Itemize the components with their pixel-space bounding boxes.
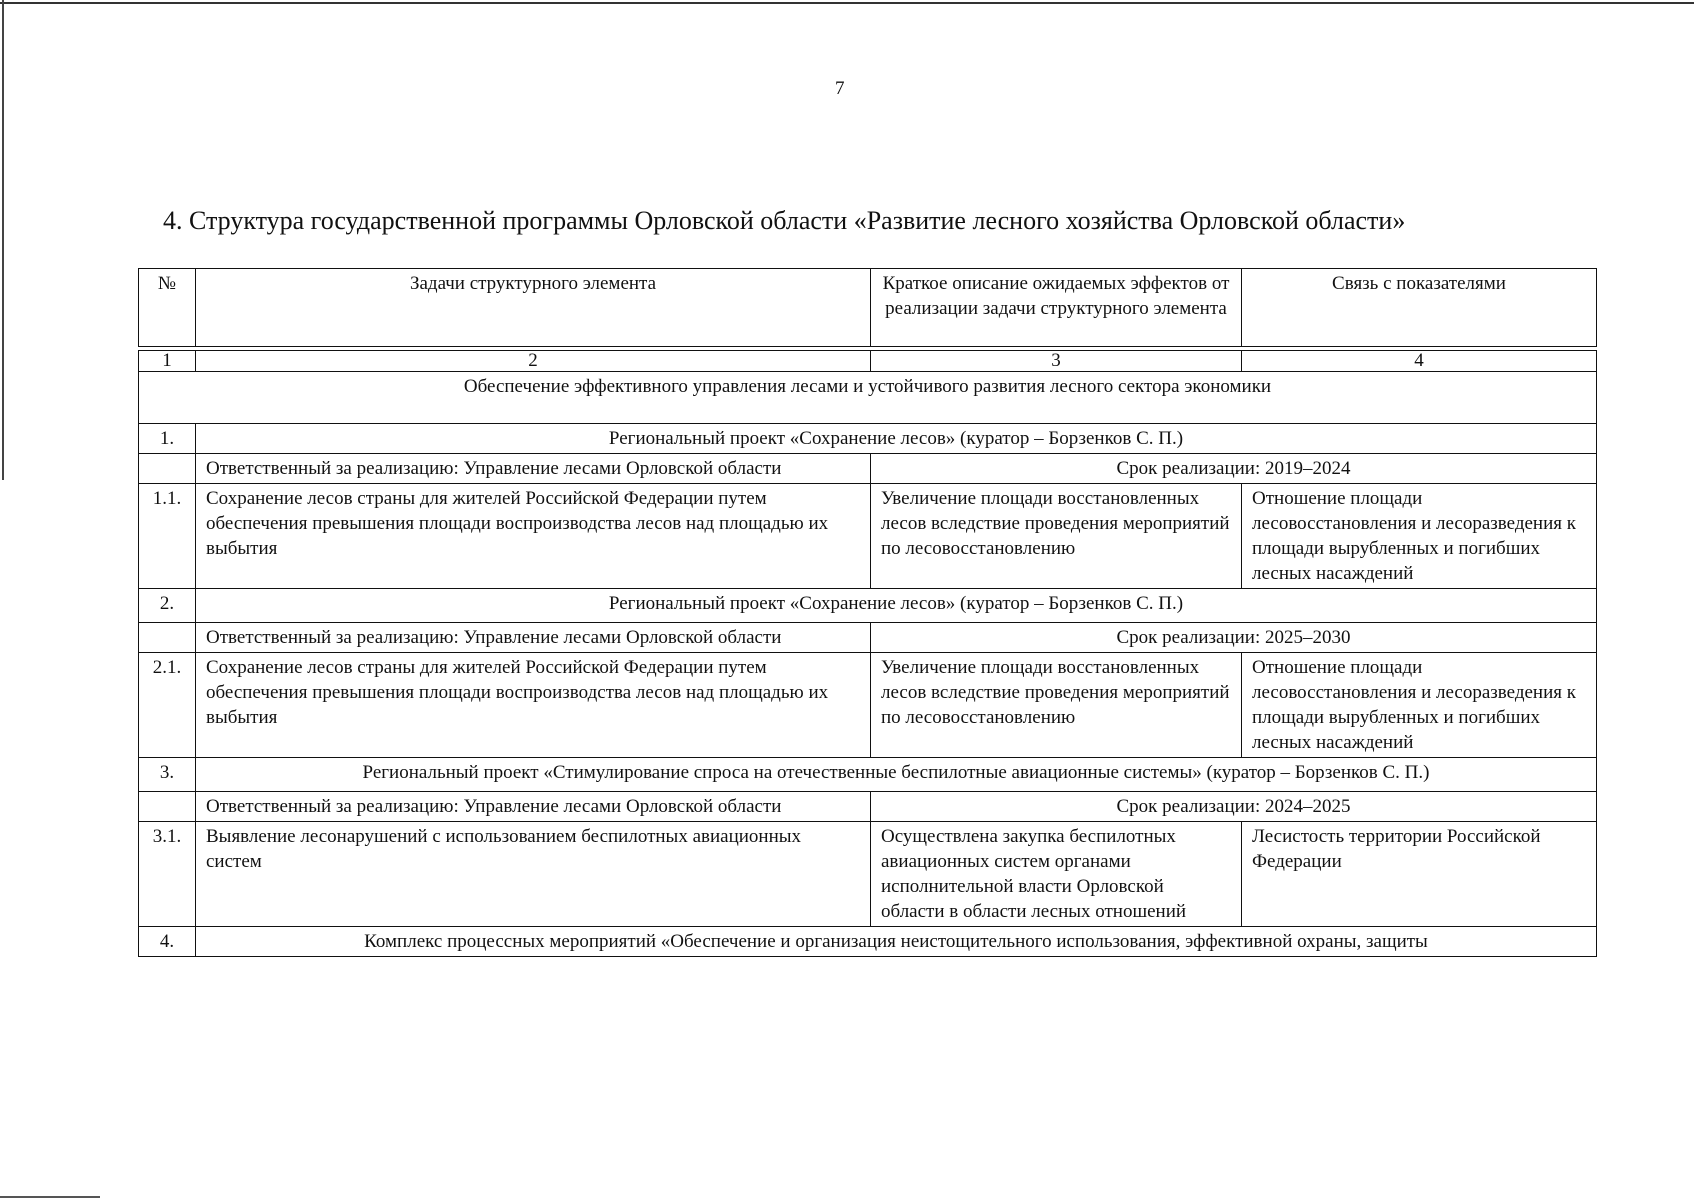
task-text: Сохранение лесов страны для жителей Российской Федерации путем обеспечения превышения площади воспроизводства лесов над площадью их выбытия xyxy=(196,484,871,589)
term-text: Срок реализации: 2025–2030 xyxy=(871,623,1597,653)
scan-border-top xyxy=(0,2,1694,4)
task-effect: Увеличение площади восстановленных лесов вследствие проведения мероприятий по лесовосстановлению xyxy=(871,653,1242,758)
project-name: Региональный проект «Сохранение лесов» (куратор – Борзенков С. П.) xyxy=(196,589,1597,623)
project-name: Региональный проект «Сохранение лесов» (куратор – Борзенков С. П.) xyxy=(196,424,1597,454)
project-number: 1. xyxy=(139,424,196,454)
task-effect: Осуществлена закупка беспилотных авиационных систем органами исполнительной власти Орловской области в области лесных отношений xyxy=(871,822,1242,927)
term-text: Срок реализации: 2024–2025 xyxy=(871,792,1597,822)
project-number: 2. xyxy=(139,589,196,623)
header-row xyxy=(139,269,1597,347)
project-name: Комплекс процессных мероприятий «Обеспечение и организация неистощительного использования, эффективной охраны, защиты xyxy=(196,927,1597,957)
section-title: Обеспечение эффективного управления лесами и устойчивого развития лесного сектора экономики xyxy=(139,372,1597,424)
responsible-row xyxy=(139,454,1597,484)
task-text: Сохранение лесов страны для жителей Российской Федерации путем обеспечения превышения площади воспроизводства лесов над площадью их выбытия xyxy=(196,653,871,758)
scan-border-left xyxy=(2,0,4,480)
column-number: 1 xyxy=(139,351,196,372)
column-number: 4 xyxy=(1242,351,1597,372)
section-title-row xyxy=(139,372,1597,424)
task-number: 3.1. xyxy=(139,822,196,927)
project-number: 4. xyxy=(139,927,196,957)
responsible-text: Ответственный за реализацию: Управление лесами Орловской области xyxy=(196,792,871,822)
task-indicator: Отношение площади лесовосстановления и лесоразведения к площади вырубленных и погибших лесных насаждений xyxy=(1242,653,1597,758)
column-number: 2 xyxy=(196,351,871,372)
task-row xyxy=(139,822,1597,927)
scan-border-bottom xyxy=(0,1196,100,1198)
responsible-row xyxy=(139,792,1597,822)
responsible-row xyxy=(139,623,1597,653)
responsible-text: Ответственный за реализацию: Управление лесами Орловской области xyxy=(196,454,871,484)
project-row xyxy=(139,758,1597,792)
project-row xyxy=(139,589,1597,623)
task-indicator: Отношение площади лесовосстановления и лесоразведения к площади вырубленных и погибших лесных насаждений xyxy=(1242,484,1597,589)
project-number: 3. xyxy=(139,758,196,792)
task-effect: Увеличение площади восстановленных лесов вследствие проведения мероприятий по лесовосстановлению xyxy=(871,484,1242,589)
document-title: 4. Структура государственной программы Орловской области «Развитие лесного хозяйства Орловской области» xyxy=(163,206,1406,235)
project-row xyxy=(139,424,1597,454)
header-indicators: Связь с показателями xyxy=(1242,269,1597,347)
column-numbers-row xyxy=(139,351,1597,372)
term-text: Срок реализации: 2019–2024 xyxy=(871,454,1597,484)
task-number: 2.1. xyxy=(139,653,196,758)
task-indicator: Лесистость территории Российской Федерации xyxy=(1242,822,1597,927)
task-row xyxy=(139,484,1597,589)
header-effects: Краткое описание ожидаемых эффектов от реализации задачи структурного элемента xyxy=(871,269,1242,347)
task-row xyxy=(139,653,1597,758)
header-num: № xyxy=(139,269,196,347)
structure-table xyxy=(138,268,1597,957)
task-number: 1.1. xyxy=(139,484,196,589)
project-row xyxy=(139,927,1597,957)
project-name: Региональный проект «Стимулирование спроса на отечественные беспилотные авиационные системы» (куратор – Борзенков С. П.) xyxy=(196,758,1597,792)
header-tasks: Задачи структурного элемента xyxy=(196,269,871,347)
column-number: 3 xyxy=(871,351,1242,372)
task-text: Выявление лесонарушений с использованием беспилотных авиационных систем xyxy=(196,822,871,927)
page-number: 7 xyxy=(835,78,845,99)
responsible-text: Ответственный за реализацию: Управление лесами Орловской области xyxy=(196,623,871,653)
